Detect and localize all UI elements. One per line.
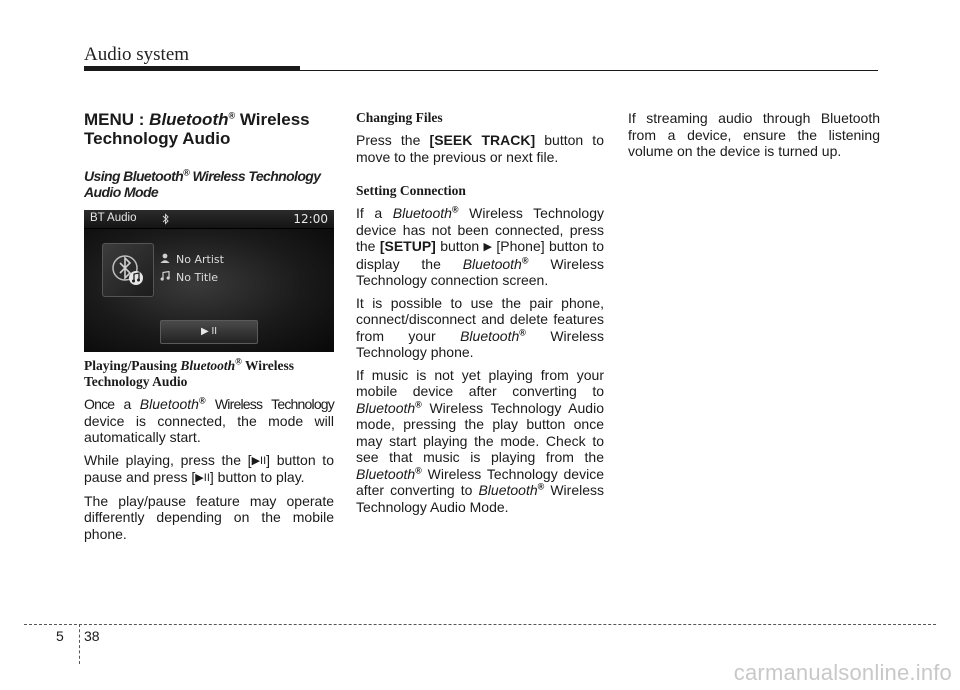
person-icon xyxy=(160,253,172,266)
paragraph-music-not-playing xyxy=(356,367,604,516)
phone-label: [Phone] xyxy=(492,238,545,254)
music-note-icon xyxy=(160,271,172,284)
playing-head-1: Playing/Pausing xyxy=(84,358,181,373)
playing-head-bt: Bluetooth xyxy=(180,358,236,373)
paragraph-pair-phone xyxy=(356,295,604,361)
s1-e: Wireless Technology connection screen. xyxy=(356,255,604,288)
seek-track-label: [SEEK TRACK] xyxy=(429,132,536,148)
menu-rest-1: Wireless xyxy=(235,110,310,129)
page-number: 38 xyxy=(84,628,100,644)
subhead-reg: ® xyxy=(183,167,190,178)
chapter-number: 5 xyxy=(56,628,64,644)
bluetooth-icon xyxy=(162,213,170,225)
changing-a: Press the xyxy=(356,132,430,148)
arrow-right-icon: ▶ xyxy=(483,241,492,253)
menu-rest-2: Technology Audio xyxy=(84,129,231,148)
p2-c: ] button to play. xyxy=(209,469,305,485)
watermark: carmanualsonline.info xyxy=(733,660,952,685)
paragraph-connected xyxy=(84,396,334,446)
menu-prefix: MENU : xyxy=(84,110,150,129)
paragraph-streaming-volume: If streaming audio through Bluetooth from a device, ensure the listening volume on the device is turned up. xyxy=(628,110,880,159)
playing-heading xyxy=(84,358,334,390)
changing-files-heading: Changing Files xyxy=(356,110,443,125)
s3-b: Wireless Technology Audio mode, pressing the play button once may start playing the mode. Check to see that music is playing from the xyxy=(356,399,604,465)
s3-bt2: Bluetooth xyxy=(356,465,416,482)
subhead-2: Wireless Technology xyxy=(189,168,321,184)
footer-dashed-rule xyxy=(24,624,936,625)
artist-label: No Artist xyxy=(176,253,224,266)
screen-title: BT Audio xyxy=(90,212,137,224)
s1-bt: Bluetooth xyxy=(392,205,452,221)
subhead-3: Audio Mode xyxy=(84,184,159,200)
s3-c: Wireless Technology device after converting to xyxy=(356,465,604,498)
paragraph-setting-connection xyxy=(356,205,604,289)
s3-reg3: ® xyxy=(537,481,545,492)
paragraph-feature-note: The play/pause feature may operate differently depending on the mobile phone. xyxy=(84,492,334,542)
footer-vertical-rule xyxy=(79,624,80,664)
s2-b: Wireless Technology phone. xyxy=(356,327,605,360)
s3-bt: Bluetooth xyxy=(356,399,416,416)
s1-bt2: Bluetooth xyxy=(462,255,522,272)
column-right xyxy=(628,110,880,166)
menu-title xyxy=(84,110,334,148)
playing-head-2: Wireless xyxy=(241,358,295,373)
track-title-label: No Title xyxy=(176,271,219,284)
p1-c: device is connected, the mode will automatically start. xyxy=(84,412,334,445)
s2-a: It is possible to use the pair phone, connect/disconnect and delete features from your xyxy=(356,294,604,344)
subhead-1: Using Bluetooth xyxy=(84,168,184,184)
s1-a: If a xyxy=(356,205,393,221)
s1-c: button xyxy=(435,238,484,254)
artist-row xyxy=(160,253,224,266)
bluetooth-music-icon xyxy=(103,244,153,296)
setting-connection-heading: Setting Connection xyxy=(356,183,466,198)
s3-a: If music is not yet playing from your mobile device after converting to xyxy=(356,366,604,399)
s1-b: Wireless Technology device has not been connected, press the xyxy=(356,205,604,254)
playing-head-reg: ® xyxy=(235,356,242,367)
column-middle xyxy=(356,110,604,521)
p1-bt: Bluetooth xyxy=(139,396,199,412)
column-left xyxy=(84,110,334,548)
s3-bt3: Bluetooth xyxy=(478,482,538,498)
s2-bt: Bluetooth xyxy=(460,327,520,344)
screen-body xyxy=(84,229,334,352)
p1-a: Once a xyxy=(84,396,140,412)
setup-label: [SETUP] xyxy=(379,238,436,254)
header-rule-thick xyxy=(84,66,300,71)
playing-head-3: Technology Audio xyxy=(84,374,188,389)
p1-reg: ® xyxy=(198,395,206,406)
screen-topbar xyxy=(84,210,334,229)
s2-reg: ® xyxy=(519,326,526,337)
p2-a: While playing, press the [ xyxy=(84,451,252,468)
p1-b: Wireless Technology xyxy=(205,396,334,412)
s3-reg: ® xyxy=(415,398,422,409)
bt-audio-screen xyxy=(84,210,334,352)
album-art xyxy=(102,243,154,297)
screen-clock: 12:00 xyxy=(293,212,328,226)
header-rule-thin xyxy=(300,70,878,71)
paragraph-play-pause xyxy=(84,452,334,487)
s1-d: button to display the xyxy=(356,238,604,272)
s3-reg2: ® xyxy=(415,464,422,475)
mode-subheading xyxy=(84,168,334,200)
menu-bt: Bluetooth xyxy=(149,110,229,129)
section-title: Audio system xyxy=(84,44,190,65)
play-pause-button[interactable]: ▶ II xyxy=(160,320,258,344)
title-row xyxy=(160,271,218,284)
s3-d: Wireless Technology Audio Mode. xyxy=(356,482,605,515)
s1-reg2: ® xyxy=(521,254,529,265)
play-pause-icon-2: ▶II xyxy=(195,472,210,484)
s1-reg: ® xyxy=(451,204,459,215)
play-pause-icon: ▶II xyxy=(251,454,267,467)
changing-b: button to move to the previous or next file. xyxy=(356,132,604,165)
menu-reg: ® xyxy=(228,110,236,121)
p2-b: ] button to pause and press [ xyxy=(84,451,334,485)
paragraph-changing-files xyxy=(356,132,604,165)
